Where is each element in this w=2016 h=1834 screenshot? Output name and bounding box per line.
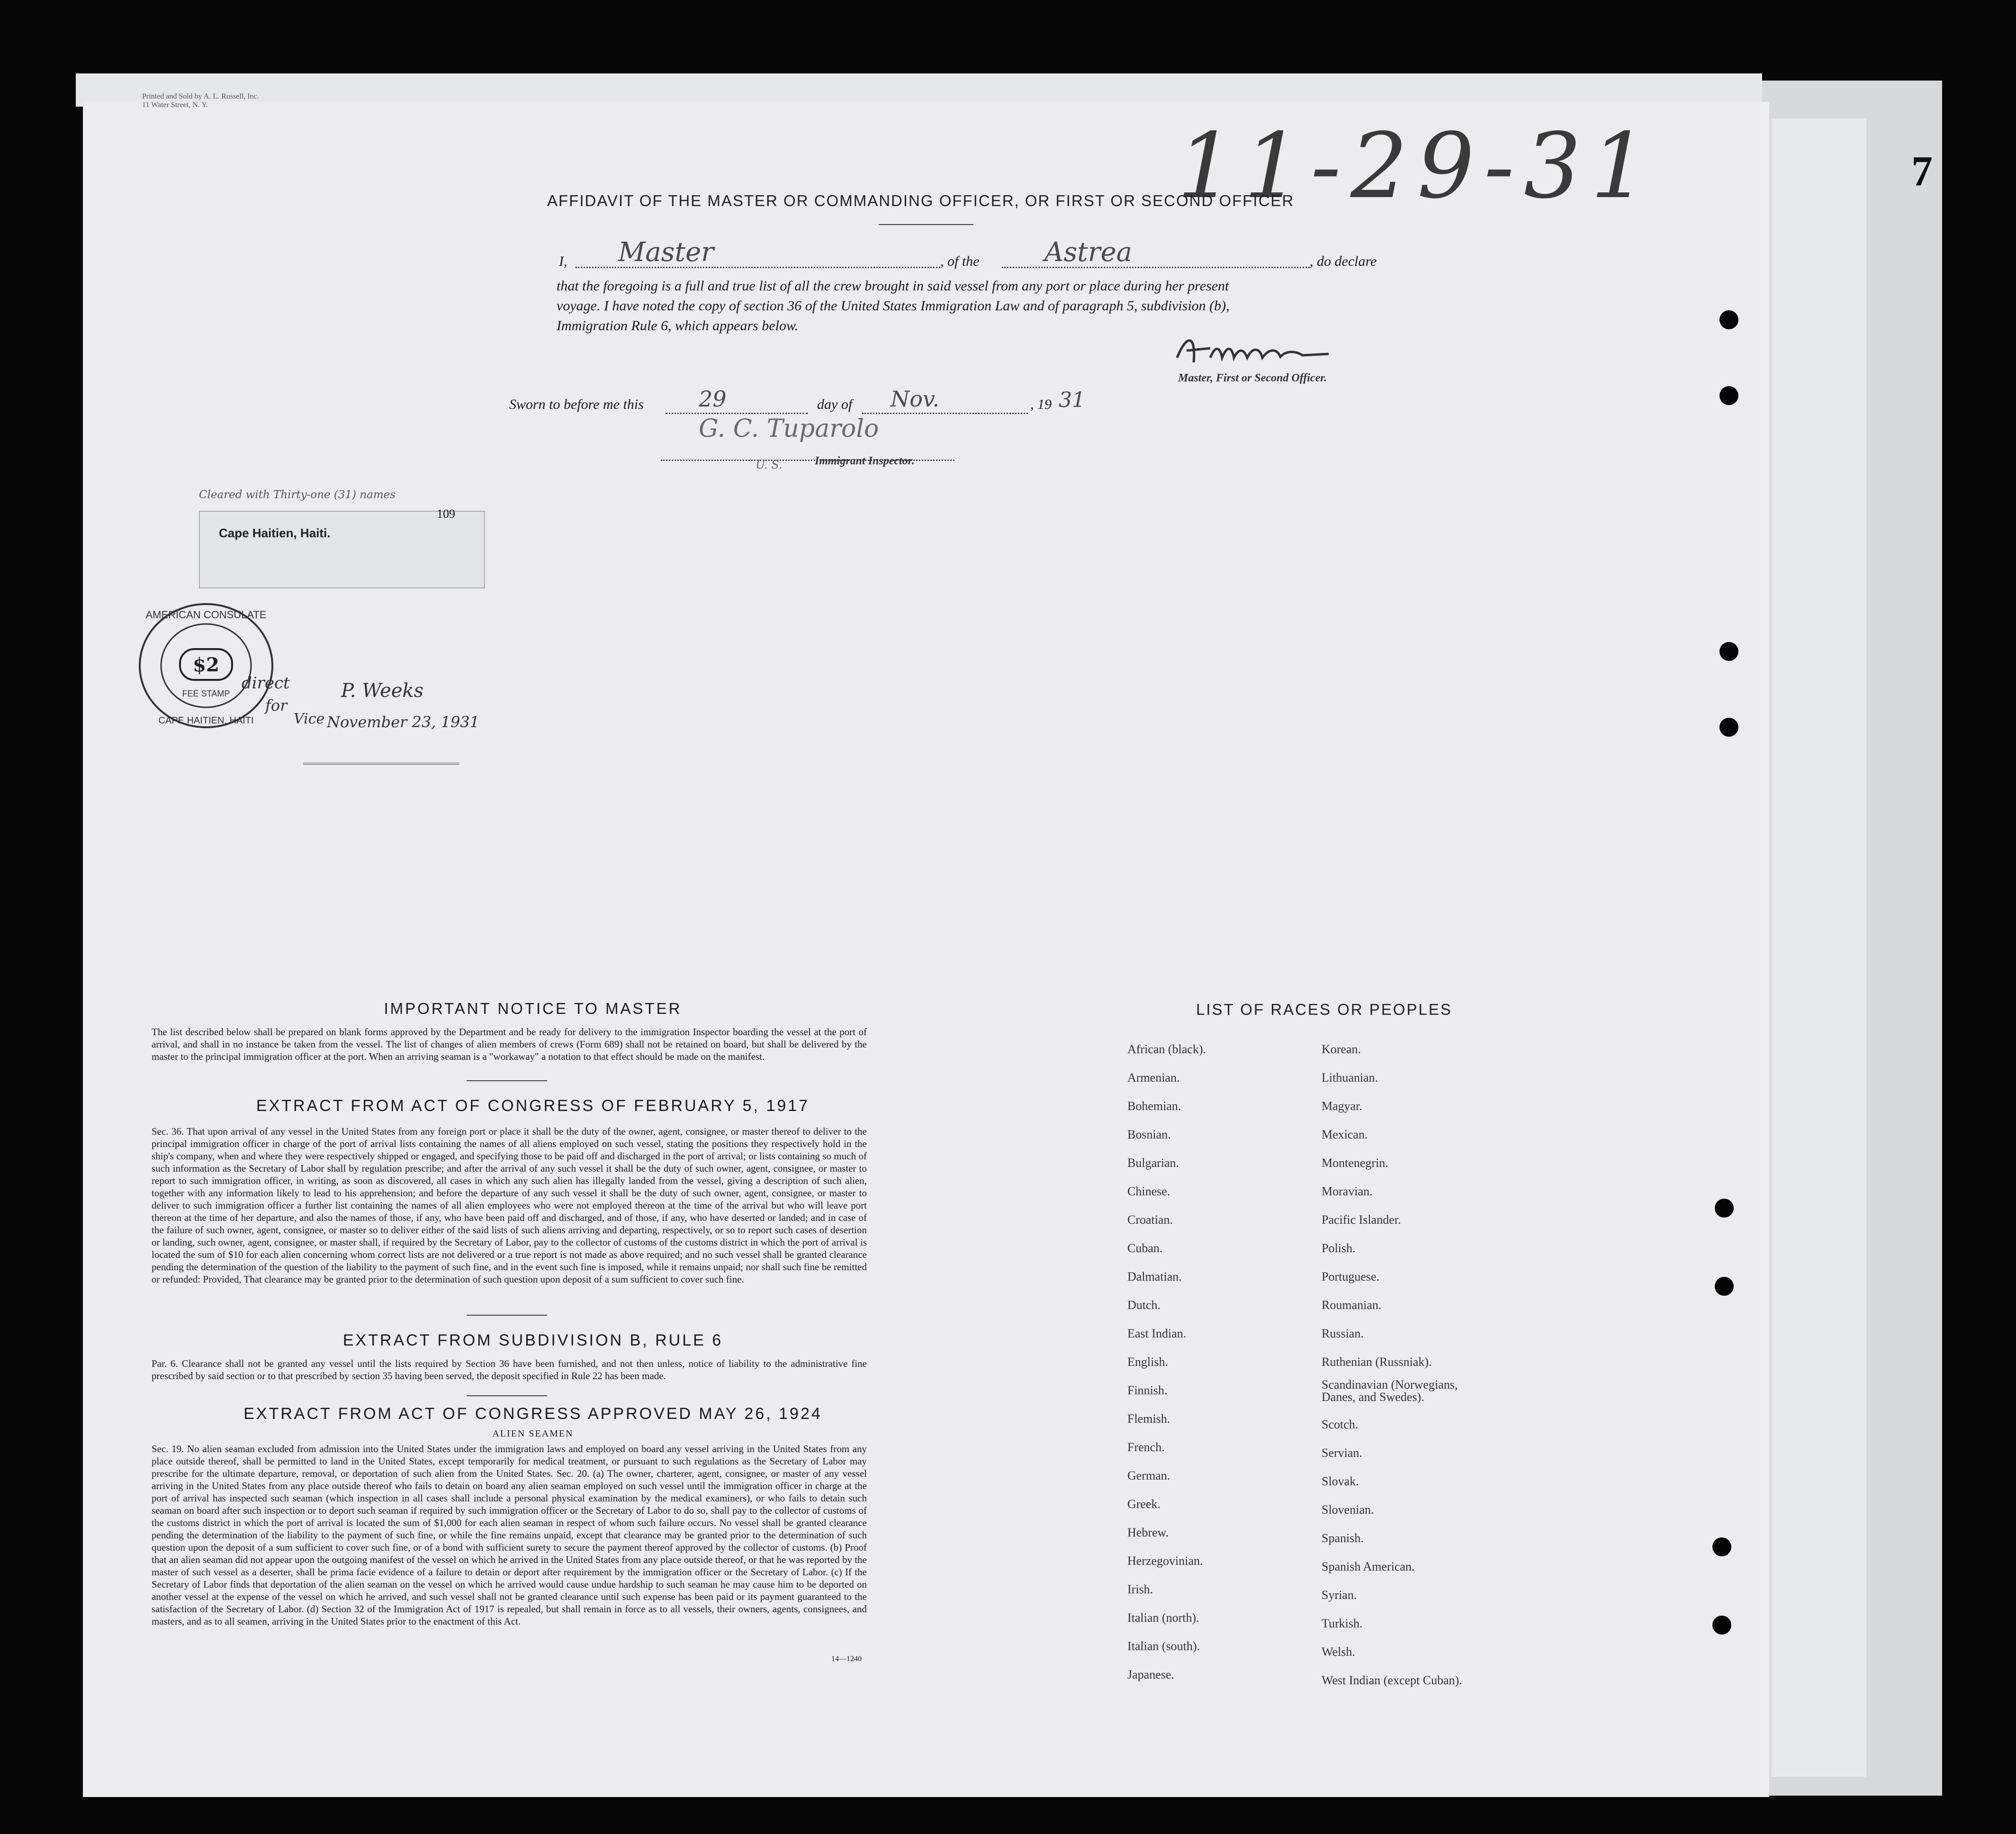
race-item: Scandinavian (Norwegians, Danes, and Swedes).: [1322, 1378, 1458, 1404]
signature-caption: Master, First or Second Officer.: [1178, 372, 1327, 384]
race-item: Polish.: [1322, 1241, 1356, 1255]
race-item: Italian (south).: [1127, 1639, 1200, 1653]
extract-rule6-body: Par. 6. Clearance shall not be granted any vessel until the lists required by Section 36 have been furnished, and not then unless, notice of liability to the administrative fine prescribed by said section or to that prescribed by section 35 having been served, the deposit specified in Rule 22 has been made.: [152, 1358, 867, 1382]
race-item: Bosnian.: [1127, 1128, 1171, 1141]
declare-label: , do declare: [1310, 253, 1377, 269]
race-item: Moravian.: [1322, 1184, 1373, 1198]
stamp-handwritten-top: Cleared with Thirty-one (31) names: [199, 488, 396, 501]
year-prefix: , 19: [1030, 397, 1052, 412]
stamp-box: [199, 507, 485, 588]
stamp-number: 109: [437, 507, 455, 521]
race-item: Hebrew.: [1127, 1526, 1169, 1539]
stamp-place: Cape Haitien, Haiti.: [219, 526, 331, 540]
back-sheet-edge: [1772, 118, 1866, 1777]
sworn-label: Sworn to before me this: [509, 397, 644, 412]
race-item: Finnish.: [1127, 1383, 1168, 1397]
extract-1924-subtitle: ALIEN SEAMEN: [492, 1428, 574, 1439]
race-item: Spanish.: [1322, 1531, 1364, 1545]
race-item: Lithuanian.: [1322, 1071, 1378, 1084]
body-line1: that the foregoing is a full and true list of all the crew brought in said vessel from any port or place during her present: [557, 278, 1229, 294]
binder-hole: [1715, 1199, 1734, 1218]
notice-title: IMPORTANT NOTICE TO MASTER: [384, 1000, 682, 1017]
race-item: West Indian (except Cuban).: [1322, 1673, 1462, 1687]
handwritten-date: 11-29-31: [1177, 114, 1657, 218]
notice-body: The list described below shall be prepared on blank forms approved by the Department and be ready for delivery to the immigration Inspector boarding the vessel at the port of arrival, and shall in no instance be taken from the vessel. The list of changes of alien members of crews (Form 689) shall not be retained on board, but shall be delivered by the master to the principal immigration officer at the port. When an arriving seaman is a "workaway" a notation to that effect should be made on the manifest.: [152, 1026, 867, 1062]
day-value: 29: [699, 386, 727, 412]
printer-line1: Printed and Sold by A. L. Russell, Inc.: [142, 92, 259, 100]
seal-fee: $2: [193, 654, 219, 676]
race-item: Herzegovinian.: [1127, 1554, 1203, 1568]
inspector-caption: Immigrant Inspector.: [815, 455, 915, 467]
of-the-label: , of the: [940, 253, 980, 269]
race-item: Irish.: [1127, 1582, 1153, 1596]
race-item: Bohemian.: [1127, 1099, 1181, 1113]
race-item: Greek.: [1127, 1497, 1161, 1511]
printer-imprint: [142, 92, 259, 109]
race-item: Portuguese.: [1322, 1270, 1380, 1283]
race-item: Magyar.: [1322, 1099, 1362, 1113]
stamp-signer: P. Weeks: [341, 680, 424, 702]
binder-hole: [1719, 386, 1738, 405]
stamp-date: November 23, 1931: [327, 713, 480, 731]
race-item: Bulgarian.: [1127, 1156, 1179, 1170]
binder-hole: [1719, 642, 1738, 661]
seal-bottom-text: CAPE HAITIEN, HAITI: [158, 715, 254, 726]
inspector-signature: G. C. Tuparolo: [699, 415, 879, 443]
sworn-line: [509, 381, 1196, 415]
race-item: Flemish.: [1127, 1412, 1170, 1426]
seal-top-text: AMERICAN CONSULATE: [145, 609, 267, 621]
master-signature: [1172, 329, 1371, 372]
affidavit-body: [557, 276, 1480, 336]
race-item: French.: [1127, 1440, 1165, 1454]
binder-hole: [1712, 1537, 1731, 1556]
races-title: LIST OF RACES OR PEOPLES: [1196, 1001, 1452, 1018]
extract-1917-title: EXTRACT FROM ACT OF CONGRESS OF FEBRUARY 5, 1917: [256, 1097, 810, 1115]
race-item: Russian.: [1322, 1327, 1364, 1340]
consulate-seal: [135, 599, 277, 732]
stamp-for: for: [265, 696, 288, 714]
declarant-field: [576, 239, 940, 268]
race-item: Scotch.: [1322, 1418, 1359, 1431]
race-item: Chinese.: [1127, 1184, 1170, 1198]
race-item: Armenian.: [1127, 1071, 1180, 1084]
corner-mark: 7: [1911, 148, 1933, 195]
affidavit-title: AFFIDAVIT OF THE MASTER OR COMMANDING OFFICER, OR FIRST OR SECOND OFFICER: [547, 192, 1295, 209]
race-item: Mexican.: [1322, 1128, 1368, 1141]
race-item: Servian.: [1322, 1446, 1362, 1460]
extract-1917-body: Sec. 36. That upon arrival of any vessel in the United States from any foreign port or place it shall be the duty of the owner, agent, consignee, or master thereof to deliver to the principal immigration officer in charge of the port of arrival lists containing the names of all aliens employed on such vessel, stating the positions they respectively hold in the ship's company, when and where they were respectively shipped or engaged, and specifying those to be paid off and discharged in the port of arrival; or lists containing so much of such information as the Secretary of Labor shall by regulation prescribe; and after the arrival of any such vessel it shall be the duty of such owner, agent, consignee, or master to report to such immigration officer, in writing, as soon as discovered, all cases in which any such alien has illegally landed from the vessel, giving a description of such alien, together with any information likely to lead to his apprehension; and before the departure of any such vessel it shall be the duty of such owner, agent, consignee, or master to deliver to such immigration officer a further list containing the names of all alien employees who were not employed thereon at the time of the arrival but who will leave port thereon at the time of her departure, and also the names of those, if any, who have been paid off and discharged, and of those, if any, who have deserted or landed; and in case of the failure of such owner, agent, consignee, or master so to deliver either of the said lists of such aliens arriving and departing, respectively, or so to report such cases of desertion or landing, such owner, agent, consignee, or master shall, if required by the Secretary of Labor, pay to the collector of customs of the customs district in which the port of arrival is located the sum of $10 for each alien concerning whom correct lists are not delivered or a true report is not made as above required; and no such vessel shall be granted clearance pending the determination of the question of the liability to the payment of such fine, and in the event such fine is imposed, while it remains unpaid; nor shall such fine be remitted or refunded: Provided, That clearance may be granted prior to the determination of such question upon deposit of a sum sufficient to cover such fine.: [152, 1126, 867, 1285]
race-item: English.: [1127, 1355, 1168, 1369]
race-item: Turkish.: [1322, 1617, 1363, 1630]
race-item: Croatian.: [1127, 1213, 1173, 1227]
race-item: Dutch.: [1127, 1298, 1161, 1312]
extract-1924-title: EXTRACT FROM ACT OF CONGRESS APPROVED MAY 26, 1924: [243, 1405, 822, 1423]
race-item: Dalmatian.: [1127, 1270, 1182, 1283]
race-item: Syrian.: [1322, 1588, 1357, 1602]
notice-rule: [467, 1080, 547, 1081]
race-item: Korean.: [1322, 1042, 1361, 1056]
i-label: I,: [559, 253, 567, 269]
race-item: African (black).: [1127, 1042, 1206, 1056]
race-item: Roumanian.: [1322, 1298, 1382, 1312]
race-item: Cuban.: [1127, 1241, 1163, 1255]
extract-1917-rule: [467, 1315, 547, 1316]
affidavit-line1: [474, 239, 1480, 268]
binder-hole: [1715, 1277, 1734, 1296]
binder-hole: [1719, 310, 1738, 329]
declarant-value: Master: [618, 237, 714, 268]
month-value: Nov.: [891, 386, 940, 412]
body-line3: Immigration Rule 6, which appears below.: [557, 318, 799, 334]
vessel-field: [1002, 239, 1310, 268]
stamp-direct: direct: [242, 674, 290, 693]
seal-fee-label: FEE STAMP: [182, 689, 230, 698]
race-item: Montenegrin.: [1322, 1156, 1388, 1170]
race-item: Pacific Islander.: [1322, 1213, 1401, 1227]
race-item: Slovenian.: [1322, 1503, 1374, 1517]
year-value: 31: [1059, 388, 1085, 412]
race-item: Spanish American.: [1322, 1560, 1415, 1573]
body-line2: voyage. I have noted the copy of section 36 of the United States Immigration Law and of paragraph 5, subdivision (b),: [557, 298, 1230, 314]
race-item: German.: [1127, 1469, 1170, 1482]
binder-hole: [1719, 718, 1738, 737]
document-page: [83, 92, 1933, 1797]
inspector-prefix: U. S.: [756, 458, 783, 471]
race-item: Japanese.: [1127, 1668, 1174, 1681]
printer-line2: 11 Water Street, N. Y.: [142, 101, 208, 109]
race-item: East Indian.: [1127, 1327, 1187, 1340]
race-item: Welsh.: [1322, 1645, 1355, 1659]
stamp-vice: Vice: [294, 711, 325, 727]
race-item: Slovak.: [1322, 1474, 1359, 1488]
extract-rule6-rule: [467, 1395, 547, 1396]
extract-1924-body: Sec. 19. No alien seaman excluded from admission into the United States under the immigration laws and employed on board any vessel arriving in the United States from any place outside thereof, shall be permitted to land in the United States, except temporarily for medical treatment, or pursuant to such regulations as the Secretary of Labor may prescribe for the ultimate departure, removal, or deportation of such alien from the United States. Sec. 20. (a) The owner, charterer, agent, consignee, or master of any vessel arriving in the United States from any place outside thereof who fails to detain on board any alien seaman employed on such vessel until the immigration officer in charge at the port of arrival has inspected such seaman (which inspection in all cases shall include a personal physical examination by the medical examiners), or who fails to detain such seaman on board after such inspection or to deport such seaman if required by such immigration officer or the Secretary of Labor to do so, shall pay to the collector of customs of the customs district in which the port of arrival is located the sum of $1,000 for each alien seaman in respect of whom such failure occurs. No vessel shall be granted clearance pending the determination of the liability to the payment of such fine, or while the fine remains unpaid, except that clearance may be granted prior to the determination of such question upon the deposit of a sum sufficient to cover such fine, or of a bond with sufficient surety to secure the payment thereof approved by the collector of customs. (b) Proof that an alien seaman did not appear upon the outgoing manifest of the vessel on which he arrived in the United States from any place outside thereof, or that he was reported by the master of such vessel as a deserter, shall be prima facie evidence of a failure to detain or deport after requirement by the immigration officer or the Secretary of Labor. (c) If the Secretary of Labor finds that deportation of the alien seaman on the vessel on which he arrived would cause undue hardship to such seaman he may cause him to be deported on another vessel at the expense of the vessel on which he arrived, and such vessel shall not be granted clearance until such expense has been paid or its payment guaranteed to the satisfaction of the Secretary of Labor. (d) Section 32 of the Immigration Act of 1917 is repealed, but shall remain in force as to all vessels, their owners, agents, consignees, and masters, and as to all seamen, arriving in the United States prior to the enactment of this Act.: [152, 1443, 867, 1627]
binder-hole: [1712, 1616, 1731, 1635]
extract-rule6-title: EXTRACT FROM SUBDIVISION B, RULE 6: [342, 1331, 723, 1349]
day-of-label: day of: [817, 397, 853, 412]
month-field: [862, 386, 1028, 414]
stamp-scribble: [303, 734, 459, 765]
race-item: Italian (north).: [1127, 1611, 1199, 1625]
day-field: [666, 386, 808, 414]
title-rule: [879, 224, 973, 225]
form-number: 14—1240: [831, 1655, 862, 1663]
vessel-value: Astrea: [1044, 237, 1132, 268]
race-item: Ruthenian (Russniak).: [1322, 1355, 1432, 1369]
